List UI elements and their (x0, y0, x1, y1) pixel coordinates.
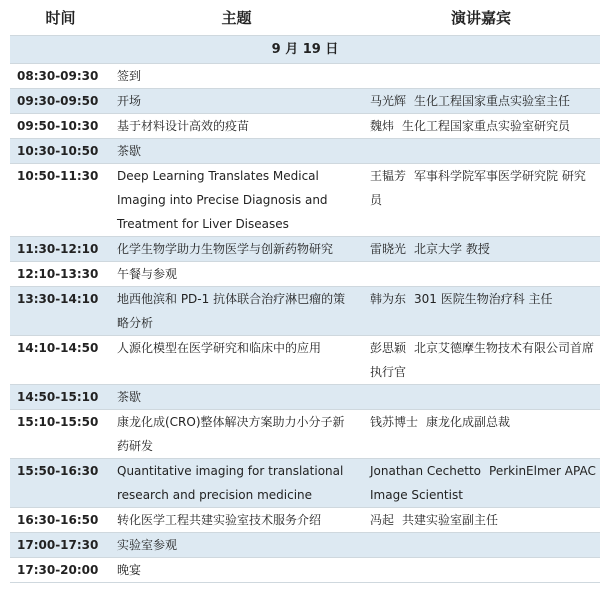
row-time: 12:10-13:30 (10, 262, 111, 287)
row-speaker (362, 64, 600, 89)
agenda-row (10, 237, 600, 262)
row-topic: 午餐与参观 (111, 262, 362, 287)
row-topic: 地西他滨和 PD-1 抗体联合治疗淋巴瘤的策略分析 (111, 287, 362, 336)
row-topic: 签到 (111, 64, 362, 89)
agenda-row (10, 459, 600, 508)
row-topic: 化学生物学助力生物医学与创新药物研究 (111, 237, 362, 262)
row-speaker (362, 164, 600, 237)
speaker-title: 北京大学 教授 (414, 242, 490, 256)
row-topic: 实验室参观 (111, 533, 362, 558)
row-topic: 茶歇 (111, 385, 362, 410)
agenda-row (10, 64, 600, 89)
speaker-title: 北京艾德摩生物技术有限公司首席执行官 (370, 341, 595, 379)
row-speaker (362, 558, 600, 583)
row-speaker (362, 336, 600, 385)
row-time: 16:30-16:50 (10, 508, 111, 533)
agenda-row (10, 287, 600, 336)
row-speaker (362, 262, 600, 287)
row-speaker (362, 237, 600, 262)
agenda-table (10, 0, 600, 583)
row-speaker (362, 410, 600, 459)
speaker-name: 韩为东 (370, 292, 407, 306)
header-topic: 主题 (111, 0, 362, 36)
agenda-row (10, 508, 600, 533)
row-topic: Quantitative imaging for translational research and precision medicine (111, 459, 362, 508)
date-row (10, 36, 600, 64)
row-time: 17:00-17:30 (10, 533, 111, 558)
speaker-name: 魏炜 (370, 119, 395, 133)
row-time: 08:30-09:30 (10, 64, 111, 89)
agenda-row (10, 385, 600, 410)
row-topic: 开场 (111, 89, 362, 114)
row-time: 15:10-15:50 (10, 410, 111, 459)
row-speaker (362, 533, 600, 558)
row-topic: 晚宴 (111, 558, 362, 583)
speaker-title: PerkinElmer APAC Image Scientist (370, 464, 596, 502)
row-speaker (362, 287, 600, 336)
agenda-row (10, 89, 600, 114)
row-speaker (362, 508, 600, 533)
speaker-name: Jonathan Cechetto (370, 464, 482, 478)
row-topic: 茶歇 (111, 139, 362, 164)
speaker-name: 王韫芳 (370, 169, 407, 183)
row-time: 17:30-20:00 (10, 558, 111, 583)
row-topic: 康龙化成(CRO)整体解决方案助力小分子新药研发 (111, 410, 362, 459)
agenda-row (10, 262, 600, 287)
row-speaker (362, 89, 600, 114)
speaker-name: 马光辉 (370, 94, 407, 108)
row-time: 14:10-14:50 (10, 336, 111, 385)
row-time: 14:50-15:10 (10, 385, 111, 410)
row-speaker (362, 114, 600, 139)
agenda-row (10, 336, 600, 385)
row-speaker (362, 385, 600, 410)
speaker-name: 钱苏博士 (370, 415, 419, 429)
header-row (10, 0, 600, 36)
agenda-row (10, 114, 600, 139)
header-time: 时间 (10, 0, 111, 36)
row-time: 13:30-14:10 (10, 287, 111, 336)
agenda-row (10, 139, 600, 164)
row-topic: Deep Learning Translates Medical Imaging into Precise Diagnosis and Treatment for Liver Diseases (111, 164, 362, 237)
date-label: 9 月 19 日 (10, 36, 600, 64)
row-time: 10:50-11:30 (10, 164, 111, 237)
speaker-title: 共建实验室副主任 (402, 513, 499, 527)
row-topic: 转化医学工程共建实验室技术服务介绍 (111, 508, 362, 533)
speaker-name: 冯起 (370, 513, 395, 527)
agenda-row (10, 410, 600, 459)
row-time: 09:30-09:50 (10, 89, 111, 114)
agenda-row (10, 558, 600, 583)
agenda-row (10, 533, 600, 558)
speaker-name: 雷晓光 (370, 242, 407, 256)
speaker-name: 彭思颖 (370, 341, 407, 355)
row-time: 09:50-10:30 (10, 114, 111, 139)
header-speaker: 演讲嘉宾 (362, 0, 600, 36)
row-time: 11:30-12:10 (10, 237, 111, 262)
row-time: 10:30-10:50 (10, 139, 111, 164)
speaker-title: 生化工程国家重点实验室研究员 (402, 119, 571, 133)
speaker-title: 康龙化成副总裁 (426, 415, 511, 429)
row-speaker (362, 459, 600, 508)
row-topic: 基于材料设计高效的疫苗 (111, 114, 362, 139)
row-time: 15:50-16:30 (10, 459, 111, 508)
agenda-row (10, 164, 600, 237)
row-topic: 人源化模型在医学研究和临床中的应用 (111, 336, 362, 385)
speaker-title: 军事科学院军事医学研究院 研究员 (370, 169, 586, 207)
row-speaker (362, 139, 600, 164)
speaker-title: 301 医院生物治疗科 主任 (414, 292, 553, 306)
speaker-title: 生化工程国家重点实验室主任 (414, 94, 571, 108)
